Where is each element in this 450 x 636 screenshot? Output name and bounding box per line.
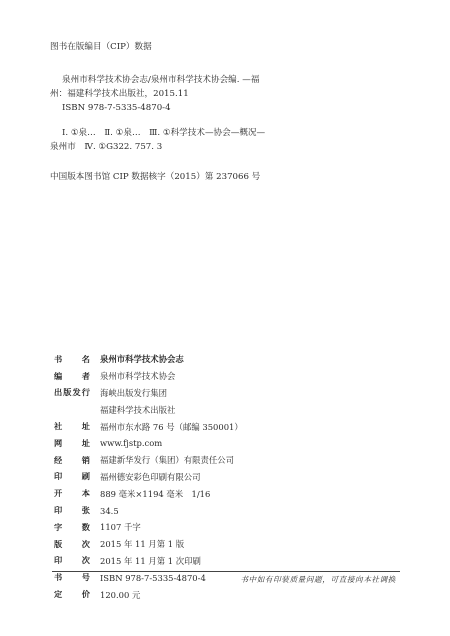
info-label-char: 发 xyxy=(72,387,81,398)
info-label xyxy=(54,371,90,382)
info-label-char: 本 xyxy=(81,488,90,499)
info-row xyxy=(54,452,404,469)
info-label-char: 网 xyxy=(54,437,63,448)
publication-info xyxy=(54,351,404,603)
info-value: 福州德安彩色印刷有限公司 xyxy=(100,471,201,482)
cip-subject-line: Ⅰ. ①泉… Ⅱ. ①泉… Ⅲ. ①科学技术—协会—概况— xyxy=(62,128,266,138)
info-label-char: 次 xyxy=(81,538,90,549)
info-value: ISBN 978-7-5335-4870-4 xyxy=(100,572,206,583)
info-row xyxy=(54,553,404,570)
cip-block xyxy=(50,40,410,184)
info-value: 120.00 元 xyxy=(100,589,141,600)
info-label xyxy=(54,555,90,566)
info-label xyxy=(54,438,90,449)
info-row xyxy=(54,351,404,368)
info-row xyxy=(54,418,404,435)
info-label-char: 次 xyxy=(81,555,90,566)
info-label-char: 印 xyxy=(54,471,63,482)
info-label-char: 数 xyxy=(81,521,90,532)
cip-record-line-continued: 州：福建科学技术出版社，2015.11 xyxy=(50,89,189,99)
divider-rule xyxy=(52,571,400,572)
info-label-char: 编 xyxy=(54,370,63,381)
info-row xyxy=(54,485,404,502)
info-label-char: 印 xyxy=(54,555,63,566)
info-value: 海峡出版发行集团 xyxy=(100,387,167,398)
cip-heading: 图书在版编目（CIP）数据 xyxy=(50,42,152,52)
info-value: 泉州市科学技术协会志 xyxy=(100,354,184,365)
info-value: 福建新华发行（集团）有限责任公司 xyxy=(100,455,234,466)
info-label xyxy=(54,387,90,398)
info-label xyxy=(54,421,90,432)
cip-data-number: 中国版本图书馆 CIP 数据核字（2015）第 237066 号 xyxy=(50,172,261,182)
info-label-char: 号 xyxy=(81,572,90,583)
info-row xyxy=(54,502,404,519)
info-label-char: 刷 xyxy=(81,471,90,482)
info-row xyxy=(54,519,404,536)
info-value: 2015 年 11 月第 1 版 xyxy=(100,539,185,550)
info-label-char: 社 xyxy=(54,421,63,432)
info-label-char: 经 xyxy=(54,454,63,465)
info-label-char: 开 xyxy=(54,488,63,499)
info-label-char: 张 xyxy=(81,505,90,516)
info-value: 1107 千字 xyxy=(100,522,141,533)
info-label-char: 价 xyxy=(81,589,90,600)
info-row xyxy=(54,536,404,553)
info-value: 福州市东水路 76 号（邮编 350001） xyxy=(100,421,243,432)
info-label-char: 版 xyxy=(63,387,72,398)
info-label-char: 行 xyxy=(81,387,90,398)
info-value: 2015 年 11 月第 1 次印刷 xyxy=(100,555,201,566)
info-value: 泉州市科学技术协会 xyxy=(100,371,176,382)
info-label-char: 字 xyxy=(54,521,63,532)
info-value: 889 毫米×1194 毫米 1/16 xyxy=(100,488,211,499)
info-label-char: 定 xyxy=(54,589,63,600)
info-row xyxy=(54,435,404,452)
info-label-char: 址 xyxy=(81,437,90,448)
cip-subject-line-continued: 泉州市 Ⅳ. ①G322. 757. 3 xyxy=(50,142,163,152)
info-value: www.fjstp.com xyxy=(100,438,163,449)
info-label-char: 书 xyxy=(54,353,63,364)
info-label xyxy=(54,471,90,482)
cip-isbn: ISBN 978-7-5335-4870-4 xyxy=(62,103,171,113)
info-label-char: 销 xyxy=(81,454,90,465)
info-label xyxy=(54,539,90,550)
info-label-char: 者 xyxy=(81,370,90,381)
info-label xyxy=(54,572,90,583)
info-label-char: 名 xyxy=(81,353,90,364)
info-label-char: 书 xyxy=(54,572,63,583)
info-label xyxy=(54,455,90,466)
info-value: 34.5 xyxy=(100,505,119,516)
cip-record-line: 泉州市科学技术协会志/泉州市科学技术协会编. —福 xyxy=(62,75,260,85)
info-label xyxy=(54,589,90,600)
quality-notice: 书中如有印装质量问题，可直接向本社调换 xyxy=(240,575,396,584)
info-label xyxy=(54,354,90,365)
info-label xyxy=(54,522,90,533)
info-label-char: 版 xyxy=(54,538,63,549)
info-label-char: 址 xyxy=(81,421,90,432)
info-row xyxy=(54,586,404,603)
info-label xyxy=(54,488,90,499)
info-label-char: 印 xyxy=(54,505,63,516)
info-row xyxy=(54,401,404,418)
info-row xyxy=(54,368,404,385)
info-value: 福建科学技术出版社 xyxy=(100,404,176,415)
info-label xyxy=(54,505,90,516)
info-row xyxy=(54,385,404,402)
info-row xyxy=(54,469,404,486)
info-label-char: 出 xyxy=(54,387,63,398)
